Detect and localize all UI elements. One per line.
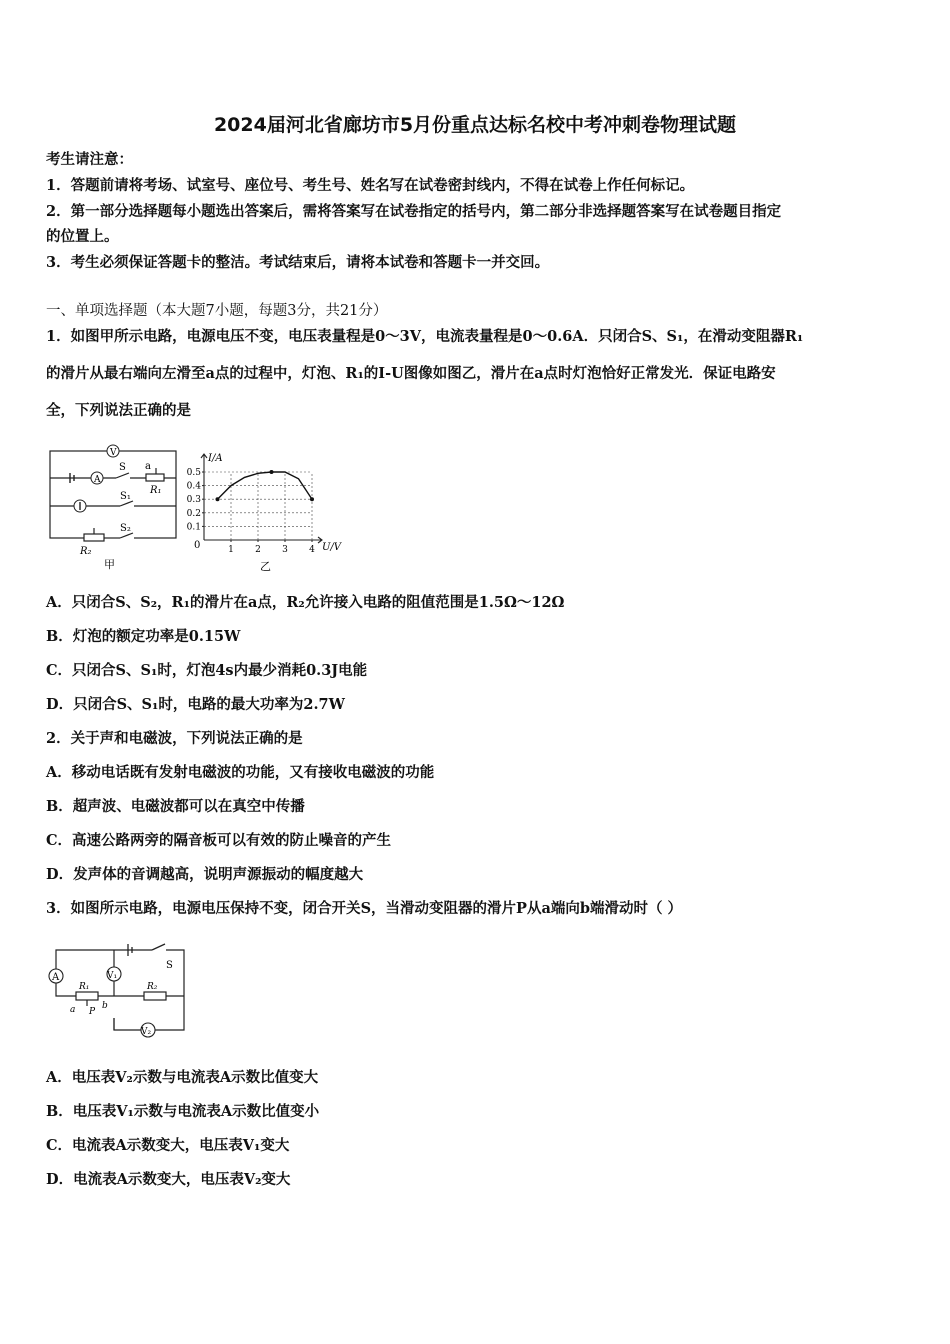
y-tick-label: 0.1 <box>186 522 201 533</box>
y-tick-label: 0.2 <box>186 508 201 519</box>
option-c: C．高速公路两旁的隔音板可以有效的防止噪音的产生 <box>46 832 392 849</box>
iu-graph-yi <box>186 448 356 573</box>
v1-label: V₁ <box>107 971 118 981</box>
y-axis-label: I/A <box>208 453 223 464</box>
data-point <box>310 497 314 501</box>
x-tick-label: 3 <box>282 545 288 555</box>
option-d: D．发声体的音调越高，说明声源振动的幅度越大 <box>46 866 364 883</box>
x-axis-label: U/V <box>322 542 342 553</box>
y-tick-label: 0.4 <box>186 481 201 492</box>
option-d: D．电流表A示数变大，电压表V₂变大 <box>46 1171 291 1188</box>
switch-s-label: S <box>119 462 126 473</box>
data-point <box>216 497 220 501</box>
b-label: b <box>102 1001 108 1011</box>
option-a: A．移动电话既有发射电磁波的功能，又有接收电磁波的功能 <box>46 764 435 781</box>
option-b: B．电压表V₁示数与电流表A示数比值变小 <box>46 1103 320 1120</box>
x-tick-label: 4 <box>309 545 315 555</box>
switch-s1-label: S₁ <box>120 491 131 502</box>
page-title: 2024届河北省廊坊市5月份重点达标名校中考冲刺卷物理试题 <box>213 114 737 136</box>
x-tick-label: 1 <box>228 545 234 555</box>
notice-item: 2．第一部分选择题每小题选出答案后，需将答案写在试卷指定的括号内，第二部分非选择题答案写在试卷题目指定 <box>46 203 782 220</box>
a-label: a <box>70 1005 76 1015</box>
switch-label: S <box>166 960 173 971</box>
voltmeter-label: V <box>110 448 117 458</box>
option-a: A．电压表V₂示数与电流表A示数比值变大 <box>46 1069 319 1086</box>
data-point <box>270 470 274 474</box>
r1-label: R₁ <box>79 982 90 992</box>
v2-label: V₂ <box>141 1027 152 1037</box>
notice-item: 3．考生必须保证答题卡的整洁。考试结束后，请将本试卷和答题卡一并交回。 <box>46 254 550 271</box>
question-stem: 1．如图甲所示电路，电源电压不变，电压表量程是0～3V，电流表量程是0～0.6A．只闭合S、S₁，在滑动变阻器R₁ <box>46 328 804 345</box>
x-tick-label: 2 <box>255 545 261 555</box>
notice-heading: 考生请注意： <box>46 151 133 168</box>
option-c: C．电流表A示数变大，电压表V₁变大 <box>46 1137 290 1154</box>
option-d: D．只闭合S、S₁时，电路的最大功率为2.7W <box>46 696 345 713</box>
switch-s2-label: S₂ <box>120 523 131 534</box>
question-stem: 2．关于声和电磁波，下列说法正确的是 <box>46 730 303 747</box>
y-tick-label: 0.3 <box>186 495 201 506</box>
section-heading: 一、单项选择题（本大题7小题，每题3分，共21分） <box>46 303 388 319</box>
option-c: C．只闭合S、S₁时，灯泡4s内最少消耗0.3J电能 <box>46 662 368 679</box>
circuit-diagram-jia <box>44 438 184 573</box>
point-a-label: a <box>145 461 151 472</box>
ammeter-label: A <box>52 972 60 983</box>
r2-label: R₂ <box>147 982 158 992</box>
y-tick-label: 0.5 <box>186 468 201 478</box>
r2-label: R₂ <box>80 546 92 557</box>
p-label: P <box>89 1007 96 1017</box>
notice-item: 的位置上。 <box>46 228 119 245</box>
option-b: B．超声波、电磁波都可以在真空中传播 <box>46 798 305 815</box>
graph-origin-label: 0 <box>194 540 201 551</box>
circuit-diagram-q3 <box>44 940 194 1040</box>
question-stem: 全，下列说法正确的是 <box>46 402 191 419</box>
question-stem: 的滑片从最右端向左滑至a点的过程中，灯泡、R₁的I-U图像如图乙，滑片在a点时灯泡恰好正常发光．保证电路安 <box>46 365 776 382</box>
figure-caption-jia: 甲 <box>104 558 115 571</box>
figure-caption-yi: 乙 <box>260 560 271 573</box>
option-a: A．只闭合S、S₂，R₁的滑片在a点，R₂允许接入电路的阻值范围是1.5Ω～12Ω <box>46 594 565 611</box>
option-b: B．灯泡的额定功率是0.15W <box>46 628 241 645</box>
r1-label: R₁ <box>150 485 162 496</box>
ammeter-label: A <box>94 475 101 485</box>
question-stem: 3．如图所示电路，电源电压保持不变，闭合开关S，当滑动变阻器的滑片P从a端向b端滑动时（ ） <box>46 900 683 917</box>
notice-item: 1．答题前请将考场、试室号、座位号、考生号、姓名写在试卷密封线内，不得在试卷上作任何标记。 <box>46 177 695 194</box>
